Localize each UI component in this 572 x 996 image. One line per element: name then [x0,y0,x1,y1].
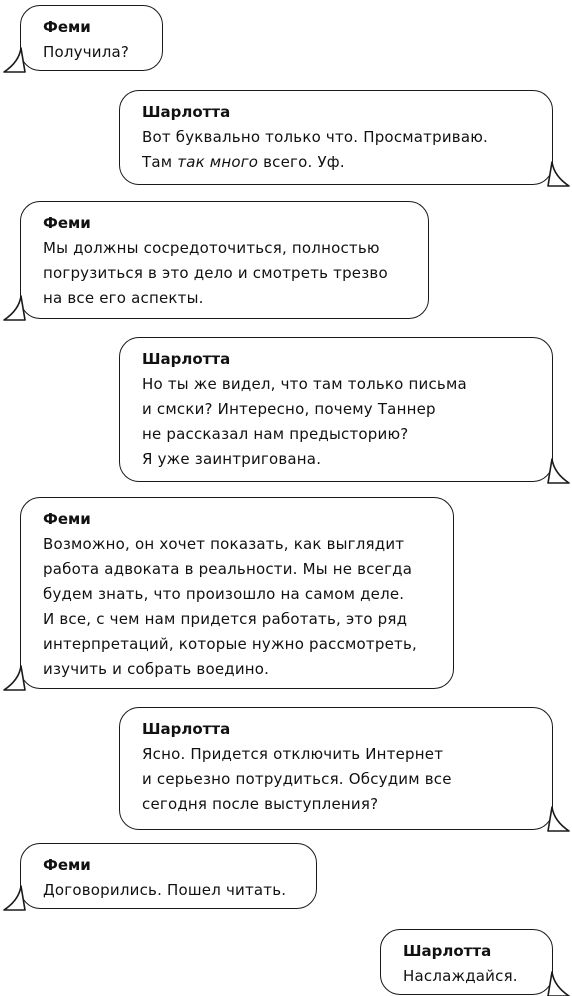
message-sender: Феми [43,214,91,232]
emphasis-text: так много [177,153,259,171]
message-line: Возможно, он хочет показать, как выглядит [43,535,405,553]
bubble-tail [545,162,569,186]
message-line: погрузиться в это дело и смотреть трезво [43,264,388,282]
message-bubble [119,337,553,482]
bubble-tail [545,807,569,831]
message-text [142,742,530,817]
message-bubble [119,707,553,830]
message-line: будем знать, что произошло на самом деле. [43,585,405,603]
message-line: Вот буквально только что. Просматриваю. [142,128,489,146]
message-line: Я уже заинтригована. [142,450,322,468]
message-text [142,125,530,175]
message-line: Мы должны сосредоточиться, полностью [43,239,380,257]
message-line: И все, с чем нам придется работать, это ряд [43,610,408,628]
message-text [142,372,530,472]
message-sender: Феми [43,856,91,874]
message-sender: Феми [43,510,91,528]
message-text [43,878,294,903]
message-line: интерпретаций, которые нужно рассмотреть, [43,635,417,653]
message-text [43,236,406,311]
message-text [403,964,530,989]
bubble-tail [4,48,28,72]
message-bubble [20,497,454,689]
message-bubble [20,201,429,319]
message-line: Получила? [43,43,130,61]
message-line: Но ты же видел, что там только письма [142,375,467,393]
message-line: Договорились. Пошел читать. [43,881,287,899]
message-sender: Феми [43,18,91,36]
bubble-tail [4,296,28,320]
message-line: и серьезно потрудиться. Обсудим все [142,770,452,788]
message-line: изучить и собрать воедино. [43,660,270,678]
bubble-tail [545,459,569,483]
message-line: на все его аспекты. [43,289,204,307]
message-sender: Шарлотта [142,720,231,738]
message-bubble [20,5,163,71]
bubble-tail [4,886,28,910]
message-line: Там так много всего. Уф. [142,153,345,171]
message-sender: Шарлотта [142,103,231,121]
message-line: и смски? Интересно, почему Таннер [142,400,436,418]
message-line: работа адвоката в реальности. Мы не всегда [43,560,413,578]
message-line: не рассказал нам предысторию? [142,425,409,443]
message-line: сегодня после выступления? [142,795,379,813]
message-sender: Шарлотта [403,942,492,960]
bubble-tail [4,666,28,690]
message-text [43,532,431,682]
bubble-tail [545,972,569,996]
message-line: Ясно. Придется отключить Интернет [142,745,444,763]
message-bubble [380,929,553,995]
message-line: Наслаждайся. [403,967,518,985]
message-bubble [20,843,317,909]
message-text [43,40,140,65]
message-sender: Шарлотта [142,350,231,368]
message-bubble [119,90,553,185]
